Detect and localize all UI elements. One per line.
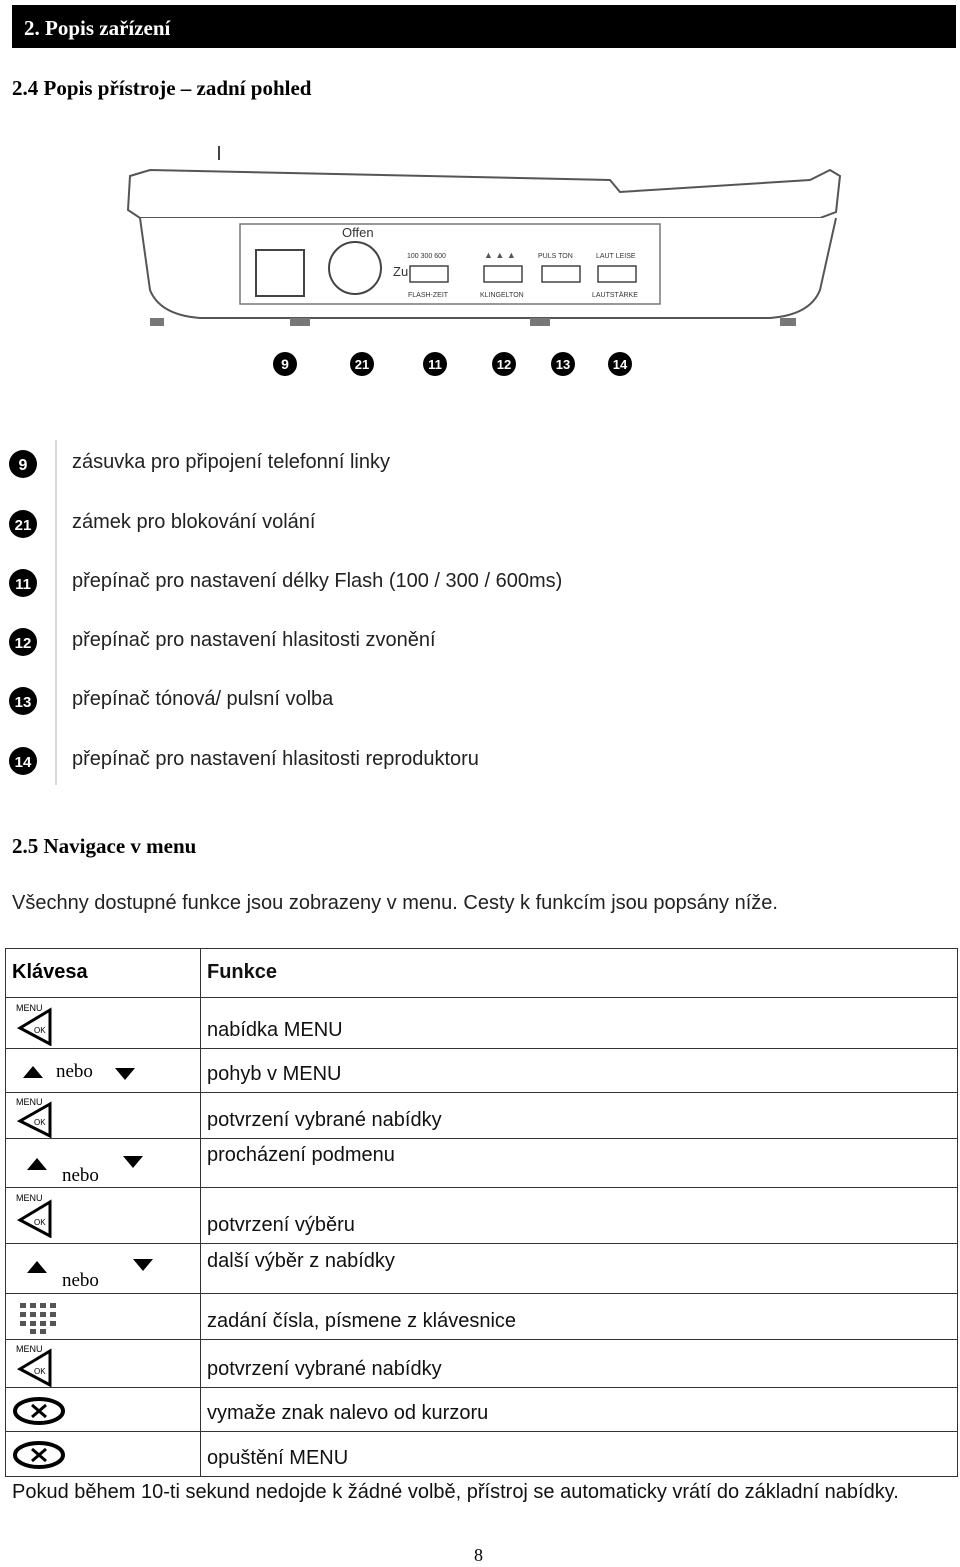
legend-item (0, 682, 960, 732)
chapter-header-bar (12, 5, 956, 48)
table-row (6, 1049, 958, 1093)
table-row (6, 998, 958, 1049)
puls-ton-label: PULS TON (538, 253, 573, 260)
number-12-icon (8, 627, 38, 657)
legend-text: přepínač tónová/ pulsní volba (72, 688, 334, 710)
arrow-down-icon (132, 1258, 154, 1272)
svg-text:13: 13 (555, 357, 571, 372)
legend-item (0, 505, 960, 555)
legend-item (0, 564, 960, 614)
section-title-navigation: 2.5 Navigace v menu (12, 834, 197, 858)
callout-13-icon (551, 352, 575, 376)
menu-navigation-table (5, 948, 958, 1477)
nebo-label: nebo (62, 1165, 99, 1186)
header-klavesa: Klávesa (12, 961, 88, 983)
delete-x-key-icon (12, 1440, 66, 1470)
function-text: potvrzení vybrané nabídky (207, 1109, 442, 1131)
callout-14-icon (608, 352, 632, 376)
function-text: zadání čísla, písmene z klávesnice (207, 1310, 517, 1332)
table-row (6, 1294, 958, 1340)
svg-text:11: 11 (428, 357, 442, 372)
svg-text:MENU: MENU (16, 1003, 43, 1013)
flash-zeit-label: FLASH-ZEIT (408, 292, 449, 299)
svg-text:OK: OK (34, 1218, 46, 1227)
table-row (6, 1093, 958, 1139)
callout-11-icon (423, 352, 447, 376)
callout-21-icon (350, 352, 374, 376)
keypad-icon (16, 1300, 66, 1336)
header-funkce: Funkce (207, 961, 278, 983)
svg-text:▲ ▲ ▲: ▲ ▲ ▲ (484, 250, 516, 260)
lautstarke-label: LAUTSTÄRKE (592, 292, 638, 299)
number-11-icon (8, 568, 38, 598)
arrow-down-icon (122, 1155, 144, 1169)
legend-text: zásuvka pro připojení telefonní linky (72, 451, 390, 473)
number-9-icon (8, 449, 38, 479)
function-text: nabídka MENU (207, 1019, 343, 1041)
table-row (6, 1432, 958, 1477)
legend-item (0, 445, 960, 495)
arrow-down-icon (114, 1067, 136, 1081)
klingelton-label: KLINGELTON (480, 292, 524, 299)
nebo-label: nebo (56, 1061, 93, 1082)
legend-text: zámek pro blokování volání (72, 511, 316, 533)
arrow-up-icon (22, 1065, 44, 1079)
svg-text:9: 9 (281, 356, 289, 372)
flash-values-label: 100 300 600 (407, 253, 446, 260)
zu-label: Zu (393, 264, 409, 279)
svg-text:OK: OK (34, 1026, 46, 1035)
number-14-icon (8, 746, 38, 776)
menu-ok-key-icon (14, 1341, 56, 1387)
svg-text:13: 13 (14, 694, 32, 711)
page-number: 8 (474, 1545, 483, 1565)
nebo-label: nebo (62, 1270, 99, 1291)
laut-leise-label: LAUT LEISE (596, 253, 636, 260)
svg-text:21: 21 (14, 517, 32, 534)
section-intro: Všechny dostupné funkce jsou zobrazeny v menu. Cesty k funkcím jsou popsány níže. (12, 892, 778, 914)
device-rear-view-illustration (120, 140, 850, 390)
table-row (6, 1139, 958, 1188)
chapter-title: 2. Popis zařízení (24, 16, 171, 40)
legend-text: přepínač pro nastavení hlasitosti reproduktoru (72, 748, 479, 770)
function-text: vymaže znak nalevo od kurzoru (207, 1402, 489, 1424)
arrow-up-icon (26, 1157, 48, 1171)
svg-text:9: 9 (18, 457, 28, 474)
table-row (6, 1340, 958, 1388)
function-text: potvrzení vybrané nabídky (207, 1358, 442, 1380)
svg-text:14: 14 (612, 357, 628, 372)
callout-9-icon (273, 352, 297, 376)
number-21-icon (8, 509, 38, 539)
menu-ok-key-icon (14, 1094, 56, 1138)
svg-text:MENU: MENU (16, 1344, 43, 1354)
svg-text:MENU: MENU (16, 1097, 43, 1107)
callout-12-icon (492, 352, 516, 376)
function-text: další výběr z nabídky (207, 1250, 395, 1272)
legend-item (0, 742, 960, 792)
function-text: procházení podmenu (207, 1144, 395, 1166)
legend-item (0, 623, 960, 673)
delete-x-key-icon (12, 1396, 66, 1426)
legend-text: přepínač pro nastavení hlasitosti zvonění (72, 629, 436, 651)
svg-text:MENU: MENU (16, 1193, 43, 1203)
function-text: potvrzení výběru (207, 1214, 355, 1236)
table-header-row (6, 949, 958, 998)
table-row (6, 1188, 958, 1244)
table-row (6, 1388, 958, 1432)
function-text: pohyb v MENU (207, 1063, 342, 1085)
function-text: opuštění MENU (207, 1447, 349, 1469)
arrow-up-icon (26, 1260, 48, 1274)
table-row (6, 1244, 958, 1294)
svg-text:14: 14 (14, 754, 32, 771)
menu-ok-key-icon (14, 1190, 56, 1238)
offen-label: Offen (342, 225, 374, 240)
svg-text:12: 12 (496, 357, 512, 372)
svg-text:12: 12 (14, 635, 32, 652)
section-title-rear-view: 2.4 Popis přístroje – zadní pohled (12, 76, 312, 100)
number-13-icon (8, 686, 38, 716)
menu-ok-key-icon (14, 1000, 56, 1046)
footer-note: Pokud během 10-ti sekund nedojde k žádné volbě, přístroj se automaticky vrátí do základní nabídky. (12, 1481, 899, 1503)
legend-text: přepínač pro nastavení délky Flash (100 / 300 / 600ms) (72, 570, 563, 592)
svg-text:11: 11 (15, 576, 31, 593)
svg-text:OK: OK (34, 1367, 46, 1376)
svg-text:21: 21 (354, 357, 370, 372)
svg-text:OK: OK (34, 1118, 46, 1127)
